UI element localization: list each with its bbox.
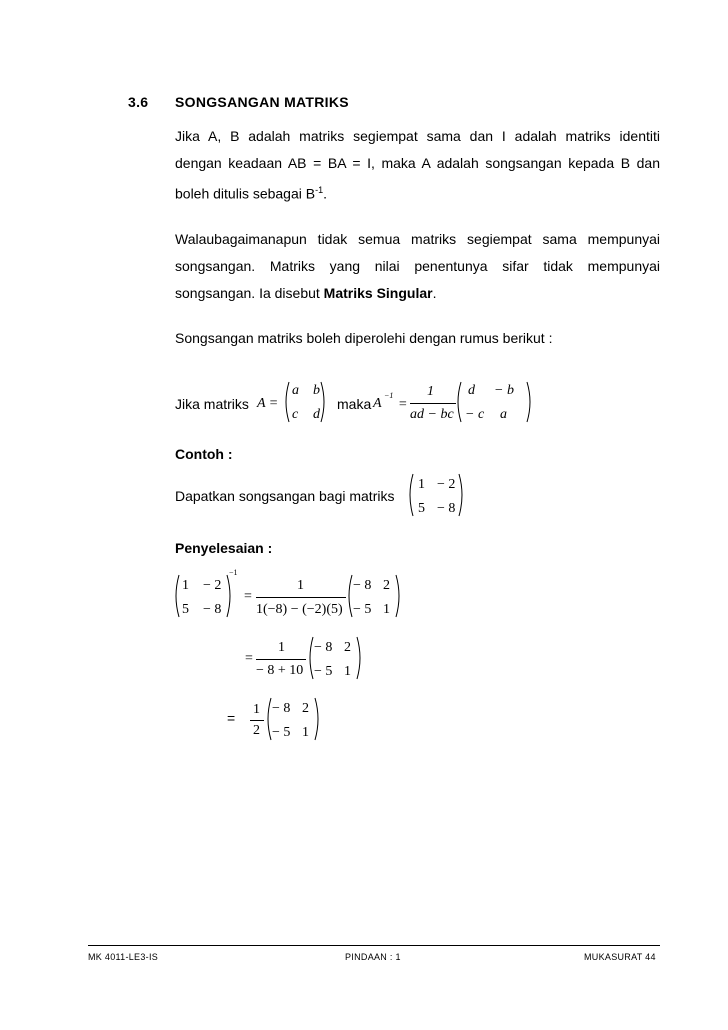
contoh-matrix <box>406 473 466 517</box>
p2-line-1: Walaubagaimanapun tidak semua matriks segiempat sama mempunyai <box>175 231 660 247</box>
sol-frac-bar-2 <box>256 659 306 660</box>
p2-line-3-text: songsangan. Ia disebut <box>175 285 324 301</box>
r2-m22: 1 <box>344 664 351 679</box>
sol-s21: 5 <box>182 602 189 617</box>
section-number: 3.6 <box>128 94 149 110</box>
formula-numerator: 1 <box>427 384 434 399</box>
p1-line-1: Jika A, B adalah matriks segiempat sama dan I adalah matriks identiti <box>175 128 660 144</box>
sol-num-2: 1 <box>278 640 285 655</box>
formula-maka: maka <box>337 396 372 412</box>
p1-line-3-end: . <box>323 185 328 202</box>
sol-num-3: 1 <box>253 702 260 717</box>
formula-eq: = <box>398 397 408 412</box>
adj-m11: d <box>468 383 475 398</box>
formula-jika: Jika matriks <box>175 396 249 412</box>
r2-m21: − 5 <box>314 664 333 679</box>
sol-eq-1: = <box>244 589 252 604</box>
p1-line-2: dengan keadaan AB = BA = I, maka A adalah songsangan kepada B dan <box>175 155 660 171</box>
contoh-q12: − 2 <box>437 477 456 492</box>
sol-frac-bar-1 <box>256 597 346 598</box>
formula-matrix-A <box>282 381 328 423</box>
formula-A-eq: A = <box>257 396 279 411</box>
p1-line-3 <box>175 177 660 208</box>
footer-code: MK 4011-LE3-IS <box>88 952 159 962</box>
r1-m21: − 5 <box>353 602 372 617</box>
contoh-label: Contoh : <box>175 446 233 462</box>
r1-m11: − 8 <box>353 578 372 593</box>
sol-eq-3: = <box>227 710 236 726</box>
matrix-c: c <box>292 407 299 422</box>
paragraph-3: Songsangan matriks boleh diperolehi dengan rumus berikut : <box>175 330 553 346</box>
r3-m22: 1 <box>302 725 309 740</box>
p2-line-3 <box>175 280 660 307</box>
sol-den-1: 1(−8) − (−2)(5) <box>256 602 343 617</box>
formula-A-inverse: A <box>373 396 382 411</box>
matrix-d: d <box>313 407 320 422</box>
section-title: SONGSANGAN MATRIKS <box>175 94 349 110</box>
sol-num-1: 1 <box>297 578 304 593</box>
matriks-singular-term: Matriks Singular <box>323 285 433 301</box>
sol-eq-2: = <box>245 651 253 666</box>
r3-m21: − 5 <box>272 725 291 740</box>
adj-m12: − b <box>494 383 514 398</box>
formula-inverse-sup: −1 <box>384 391 394 400</box>
contoh-question: Dapatkan songsangan bagi matriks <box>175 488 395 504</box>
r3-m11: − 8 <box>272 701 291 716</box>
matrix-b: b <box>313 383 320 398</box>
contoh-q11: 1 <box>418 477 425 492</box>
r2-m12: 2 <box>344 640 351 655</box>
sol-frac-bar-3 <box>250 720 264 721</box>
sol-den-3: 2 <box>253 723 260 738</box>
footer-page-number: MUKASURAT 44 <box>584 952 656 962</box>
footer-rule <box>88 945 660 946</box>
p2-line-3-end: . <box>432 285 437 301</box>
formula-denominator: ad − bc <box>410 407 454 422</box>
r3-m12: 2 <box>302 701 309 716</box>
r2-m11: − 8 <box>314 640 333 655</box>
footer-pindaan: PINDAAN : 1 <box>345 952 401 962</box>
contoh-q22: − 8 <box>437 501 456 516</box>
paragraph-1 <box>175 123 660 208</box>
p2-line-2: songsangan. Matriks yang nilai penentunya sifar tidak mempunyai <box>175 258 660 274</box>
sol-s22: − 8 <box>203 602 222 617</box>
matrix-a: a <box>292 383 299 398</box>
formula-fraction-bar <box>410 403 456 404</box>
p1-line-3-text: boleh ditulis sebagai B <box>175 185 316 202</box>
r1-m12: 2 <box>383 578 390 593</box>
adj-m21: − c <box>465 407 485 422</box>
adj-m22: a <box>500 407 507 422</box>
contoh-q21: 5 <box>418 501 425 516</box>
r1-m22: 1 <box>383 602 390 617</box>
paragraph-2 <box>175 226 660 307</box>
penyelesaian-label: Penyelesaian : <box>175 540 273 556</box>
sol-s11: 1 <box>182 578 189 593</box>
p1-superscript: -1 <box>315 185 324 195</box>
sol-inverse-sup: −1 <box>229 568 238 577</box>
sol-den-2: − 8 + 10 <box>256 663 304 678</box>
sol-s12: − 2 <box>203 578 222 593</box>
